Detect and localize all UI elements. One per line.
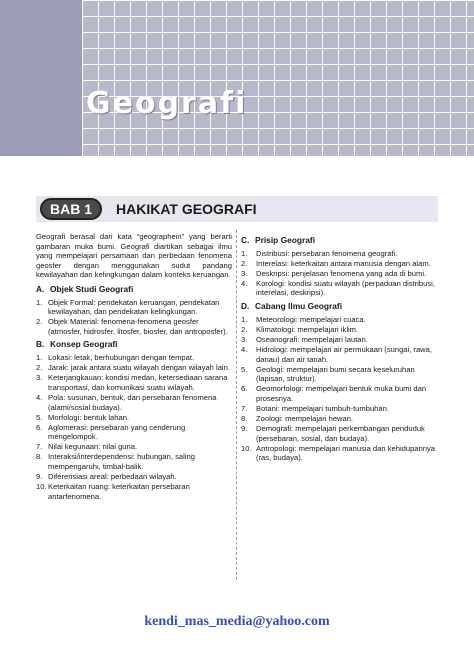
left-sections <box>36 285 232 501</box>
list-item-number: 7. <box>36 442 43 452</box>
list-item <box>241 259 438 269</box>
list-item-number: 2. <box>36 317 43 327</box>
list-item-text: Geologi: mempelajari bumi secara keseluruhan (lapisan, struktur). <box>256 364 415 384</box>
list-item <box>36 413 232 423</box>
list-item <box>241 269 438 279</box>
list-item-text: Zoologi: mempelajari hewan. <box>256 414 354 424</box>
list-item-text: Demografi: mempelajari perkembangan penduduk (persebaran, sosial, dan budaya). <box>256 424 425 443</box>
list-item <box>241 414 438 424</box>
list-item-number: 1. <box>241 314 248 324</box>
list-item-text: Deskripsi: penjelasan fenomena yang ada di bumi. <box>256 268 427 278</box>
section-title: Objek Studi Geografi <box>50 283 134 294</box>
section-number: D. <box>241 301 250 312</box>
list-item-text: Objek Formal: pendekatan keruangan, pendekatan kewilayahan, dan pendekatan kelingkungan. <box>48 297 220 317</box>
list-item <box>241 335 438 345</box>
list-item-text: Nilai kegunaan: nilai guna. <box>48 442 138 452</box>
section-number: B. <box>36 339 45 350</box>
right-sections <box>241 236 438 463</box>
list-item-text: Klimatologi: mempelajari iklim. <box>256 324 359 334</box>
list-item <box>241 424 438 443</box>
list-item <box>241 279 438 298</box>
list-item-text: Diferensiasi areal: perbedaan wilayah. <box>48 472 177 482</box>
list-item <box>241 345 438 364</box>
list-item-text: Lokasi: letak, berhubungan dengan tempat. <box>48 353 195 363</box>
list-item <box>241 444 438 463</box>
section-list <box>241 249 438 298</box>
list-item <box>241 249 438 259</box>
section-list <box>36 298 232 337</box>
list-item <box>36 373 232 392</box>
list-item <box>36 393 232 412</box>
list-item <box>36 452 232 471</box>
list-item-number: 6. <box>36 422 43 432</box>
list-item-number: 1. <box>36 353 43 363</box>
list-item-text: Interaksi/interdependensi: hubungan, saling mempengaruhi, timbal-balik. <box>48 452 195 472</box>
list-item-number: 7. <box>241 404 248 413</box>
section-heading <box>241 236 438 246</box>
list-item-number: 5. <box>241 364 248 374</box>
list-item-text: Antropologi: mempelajari manusia dan kehidupannya (ras, budaya). <box>256 443 435 463</box>
list-item-text: Oseanografi: mempelajari lautan. <box>256 334 368 344</box>
section-heading <box>36 340 232 350</box>
list-item-number: 5. <box>36 412 43 422</box>
list-item-number: 4. <box>241 278 248 288</box>
list-item-text: Distribusi: persebaran fenomena geografi. <box>256 248 398 258</box>
list-item-number: 3. <box>241 334 248 344</box>
list-item <box>36 298 232 317</box>
list-item-text: Botani: mempelajari tumbuh-tumbuhan. <box>256 404 389 413</box>
list-item <box>241 365 438 384</box>
list-item-text: Aglomerasi: persebaran yang cenderung mengelompok. <box>48 422 186 442</box>
list-item-text: Keterjangkauan: kondisi medan, ketersediaan sarana transportasi, dan komunikasi suatu wilayah. <box>48 373 228 392</box>
list-item-number: 8. <box>36 452 43 462</box>
list-item-text: Hidrologi: mempelajari air permukaan (sungai, rawa, danau) dan air tanah. <box>256 344 432 364</box>
list-item-number: 2. <box>36 363 43 373</box>
section-list <box>241 315 438 463</box>
list-item-text: Morfologi: bentuk lahan. <box>48 412 130 422</box>
section-number: A. <box>36 283 45 294</box>
chapter-badge: BAB 1 <box>40 198 102 220</box>
list-item <box>36 442 232 452</box>
list-item-number: 9. <box>241 424 248 434</box>
list-item-text: Keterkaitan ruang: keterkaitan persebaran antarfenomena. <box>48 482 190 501</box>
list-item-number: 1. <box>36 297 43 307</box>
section-list <box>36 353 232 501</box>
list-item-number: 4. <box>241 344 248 354</box>
list-item <box>36 423 232 442</box>
list-item-text: Pola: susunan, bentuk, dan persebaran fenomena (alami/sosial budaya). <box>48 392 217 412</box>
banner-grid-pattern <box>82 0 474 156</box>
header-banner <box>0 0 474 156</box>
column-divider <box>236 230 237 580</box>
list-item <box>36 472 232 482</box>
footer-email[interactable]: kendi_mas_media@yahoo.com <box>144 614 330 629</box>
right-column <box>241 232 438 464</box>
banner-left-panel <box>0 0 82 156</box>
section-number: C. <box>241 235 250 245</box>
list-item <box>241 384 438 403</box>
list-item <box>36 353 232 363</box>
list-item-text: Korologi: kondisi suatu wilayah (perpaduan distribusi, interelasi, deskripsi). <box>256 278 435 298</box>
list-item <box>36 363 232 373</box>
list-item <box>241 315 438 325</box>
left-column <box>36 232 232 502</box>
intro-paragraph: Geografi berasal dari kata “geographein” yang berarti gambaran muka bumi. Geografi diartikan sebagai ilmu yang mempelajari persamaan dan perbedaan fenomena geosfer dengan menggunakan sudut pandang kewilayahan dan kelingkungan dalam konteks keruangan. <box>36 232 232 280</box>
list-item-number: 3. <box>241 268 248 278</box>
list-item <box>241 404 438 414</box>
section-title: Prisip Geografi <box>255 235 316 245</box>
section-title: Cabang Ilmu Geografi <box>255 301 343 312</box>
list-item-number: 9. <box>36 472 43 482</box>
list-item-text: Meteorologi: mempelajari cuaca. <box>256 314 366 324</box>
list-item-number: 3. <box>36 373 43 383</box>
section-title: Konsep Geografi <box>50 339 118 350</box>
section-heading <box>36 285 232 295</box>
list-item-number: 2. <box>241 324 248 334</box>
list-item-number: 8. <box>241 414 248 424</box>
list-item-text: Objek Material: fenomena-fenomena geosfer (atmosfer, hidrosfer, litosfer, biosfer, dan antroposfer). <box>48 317 228 336</box>
chapter-title: HAKIKAT GEOGRAFI <box>116 201 257 217</box>
list-item <box>36 317 232 336</box>
page-title: Geografi <box>86 86 248 121</box>
list-item-text: Geomorfologi: mempelajari bentuk muka bumi dan prosesnya. <box>256 384 427 403</box>
list-item-number: 4. <box>36 392 43 402</box>
list-item-number: 10. <box>241 443 252 453</box>
list-item-text: Interelasi: keterkaitan antara manusia dengan alam. <box>256 258 431 268</box>
list-item <box>36 482 232 501</box>
section-heading <box>241 302 438 312</box>
list-item-number: 6. <box>241 384 248 394</box>
list-item-number: 2. <box>241 258 248 268</box>
list-item-number: 10. <box>36 482 47 492</box>
list-item-text: Jarak: jarak antara suatu wilayah dengan wilayah lain. <box>48 363 230 373</box>
list-item-number: 1. <box>241 248 248 258</box>
list-item <box>241 325 438 335</box>
